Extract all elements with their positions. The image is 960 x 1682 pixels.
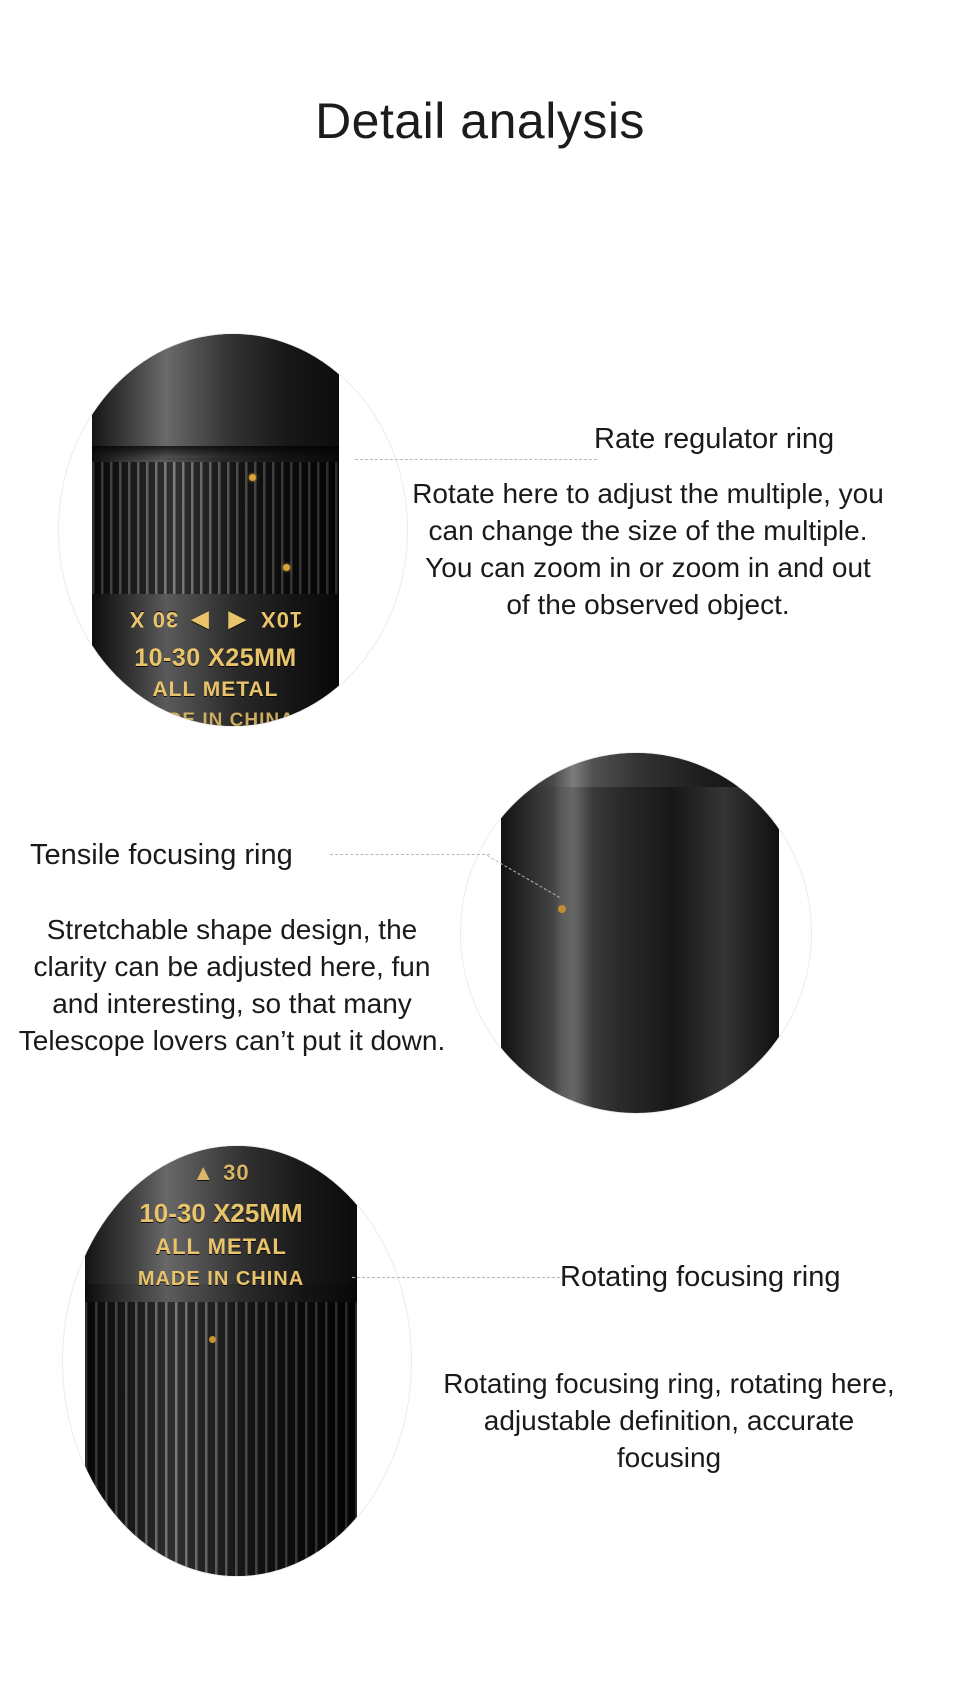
- engraving-origin: MADE IN CHINA: [136, 710, 295, 727]
- photo-tensile-focusing-ring: [460, 752, 812, 1114]
- engraving-model: 10-30 X25MM: [134, 644, 297, 672]
- eyepiece-top-cap: [92, 333, 339, 458]
- knurled-focus-ring: [85, 1302, 357, 1577]
- photo-rotating-focusing-ring: [62, 1145, 412, 1577]
- page-title: Detail analysis: [315, 93, 645, 149]
- index-dot-lower: [283, 564, 290, 571]
- tube-highlight: [553, 752, 593, 1114]
- index-dot: [558, 905, 566, 913]
- engraving-origin: MADE IN CHINA: [137, 1268, 305, 1290]
- callout-body-tensile-focusing-ring: Stretchable shape design, the clarity can be adjusted here, fun and interesting, so that many Telescope lovers can’t put it down.: [18, 914, 446, 1056]
- engraving-scale-left: ▲ 30: [192, 1160, 250, 1185]
- smooth-tube: [501, 752, 779, 1114]
- knurled-grip-band: [92, 462, 339, 594]
- index-dot: [209, 1336, 216, 1343]
- engraving-scale-row: 30 X ◀ ▶ 10X: [129, 606, 302, 632]
- cap-shadow: [92, 446, 339, 462]
- callout-label-tensile-focusing-ring: Tensile focusing ring: [30, 839, 293, 871]
- engraving-model: 10-30 X25MM: [139, 1198, 303, 1228]
- leader-line-tensile-horizontal: [330, 854, 490, 855]
- callout-body-rotating-focusing-ring: Rotating focusing ring, rotating here, adjustable definition, accurate focusing: [443, 1368, 895, 1473]
- photo-rate-regulator-ring: [58, 333, 408, 727]
- callout-label-rate-regulator-ring: Rate regulator ring: [594, 423, 835, 455]
- index-dot-upper: [249, 474, 256, 481]
- engraving-material: ALL METAL: [152, 678, 279, 701]
- engraving-material: ALL METAL: [155, 1234, 287, 1259]
- tube-top-edge: [501, 752, 779, 787]
- engraving-scale-left: 30 X: [129, 607, 179, 632]
- leader-line-rate-regulator: [355, 459, 597, 460]
- engraving-scale-right: 10X: [259, 607, 302, 632]
- callout-body-rate-regulator-ring: Rotate here to adjust the multiple, you can change the size of the multiple. You can zoom in or zoom in and out of the observed object.: [412, 478, 884, 620]
- leader-line-rotating-focusing: [352, 1277, 560, 1278]
- callout-label-rotating-focusing-ring: Rotating focusing ring: [560, 1261, 841, 1293]
